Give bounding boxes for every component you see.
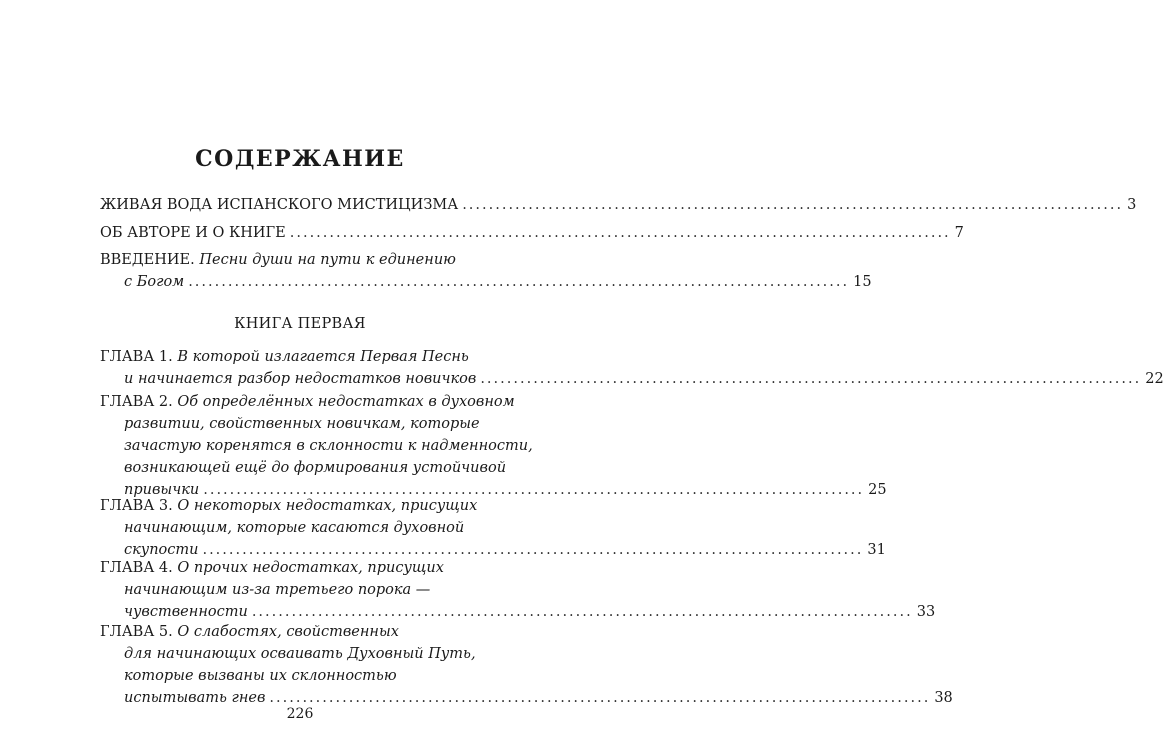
dot-leader: .................................................................................................... — [269, 690, 931, 706]
chapter-title-cont: начинающим, которые касаются духовной — [124, 520, 465, 536]
chapter-title-cont: начинающим из-за третьего порока — — [124, 582, 431, 598]
chapter-title-cont: скупости — [124, 542, 199, 558]
toc-page-number: 31 — [867, 542, 886, 558]
toc-page-number: 7 — [954, 225, 964, 241]
toc-page-number: 38 — [934, 690, 953, 706]
chapter-title-cont: возникающей ещё до формирования устойчивой — [124, 460, 507, 476]
chapter-label: ГЛАВА 3. — [100, 498, 173, 514]
chapter-title-cont: которые вызваны их склонностью — [124, 668, 397, 684]
toc-entry-chapter-1[interactable] — [100, 346, 1164, 390]
chapter-title: О слабостях, свойственных — [177, 624, 399, 640]
dot-leader: .................................................................................................... — [203, 482, 865, 498]
toc-page-number: 22 — [1145, 371, 1164, 387]
chapter-title: Об определённых недостатках в духовном — [177, 394, 515, 410]
chapter-title: О прочих недостатках, присущих — [177, 560, 444, 576]
toc-entry-title: ЖИВАЯ ВОДА ИСПАНСКОГО МИСТИЦИЗМА — [100, 197, 459, 213]
toc-entry-living-water[interactable] — [100, 194, 1137, 216]
toc-entry-chapter-4[interactable] — [100, 557, 936, 623]
dot-leader: .................................................................................................... — [289, 225, 951, 241]
toc-entry-chapter-3[interactable] — [100, 495, 886, 561]
chapter-title-cont: привычки — [124, 482, 200, 498]
chapter-title: О некоторых недостатках, присущих — [177, 498, 478, 514]
page-title: СОДЕРЖАНИЕ — [195, 146, 405, 172]
toc-entry-title-cont: с Богом — [124, 274, 185, 290]
toc-entry-introduction[interactable] — [100, 249, 872, 293]
toc-entry-title: ОБ АВТОРЕ И О КНИГЕ — [100, 225, 286, 241]
chapter-title-cont: и начинается разбор недостатков новичков — [124, 371, 477, 387]
page-number: 226 — [286, 706, 314, 722]
toc-page-number: 3 — [1127, 197, 1137, 213]
dot-leader: .................................................................................................... — [202, 542, 864, 558]
book-heading: КНИГА ПЕРВАЯ — [234, 316, 366, 332]
toc-entry-chapter-5[interactable] — [100, 621, 953, 709]
toc-entry-about-author[interactable] — [100, 222, 964, 244]
chapter-label: ГЛАВА 4. — [100, 560, 173, 576]
dot-leader: .................................................................................................... — [188, 274, 850, 290]
chapter-label: ГЛАВА 5. — [100, 624, 173, 640]
toc-entry-label: ВВЕДЕНИЕ. — [100, 252, 195, 268]
chapter-label: ГЛАВА 1. — [100, 349, 173, 365]
toc-entry-chapter-2[interactable] — [100, 391, 887, 501]
chapter-title-cont: для начинающих осваивать Духовный Путь, — [124, 646, 476, 662]
chapter-title-cont: чувственности — [124, 604, 248, 620]
dot-leader: .................................................................................................... — [462, 197, 1124, 213]
toc-page-number: 15 — [853, 274, 872, 290]
toc-page-number: 33 — [916, 604, 936, 620]
chapter-label: ГЛАВА 2. — [100, 394, 173, 410]
toc-page-number: 25 — [868, 482, 887, 498]
toc-entry-title: Песни души на пути к единению — [199, 252, 456, 268]
chapter-title-cont: развитии, свойственных новичкам, которые — [124, 416, 480, 432]
chapter-title-cont: испытывать гнев — [124, 690, 266, 706]
dot-leader: .................................................................................................... — [480, 371, 1142, 387]
chapter-title-cont: зачастую коренятся в склонности к надменности, — [124, 438, 533, 454]
dot-leader: .................................................................................................... — [251, 604, 913, 620]
chapter-title: В которой излагается Первая Песнь — [177, 349, 469, 365]
